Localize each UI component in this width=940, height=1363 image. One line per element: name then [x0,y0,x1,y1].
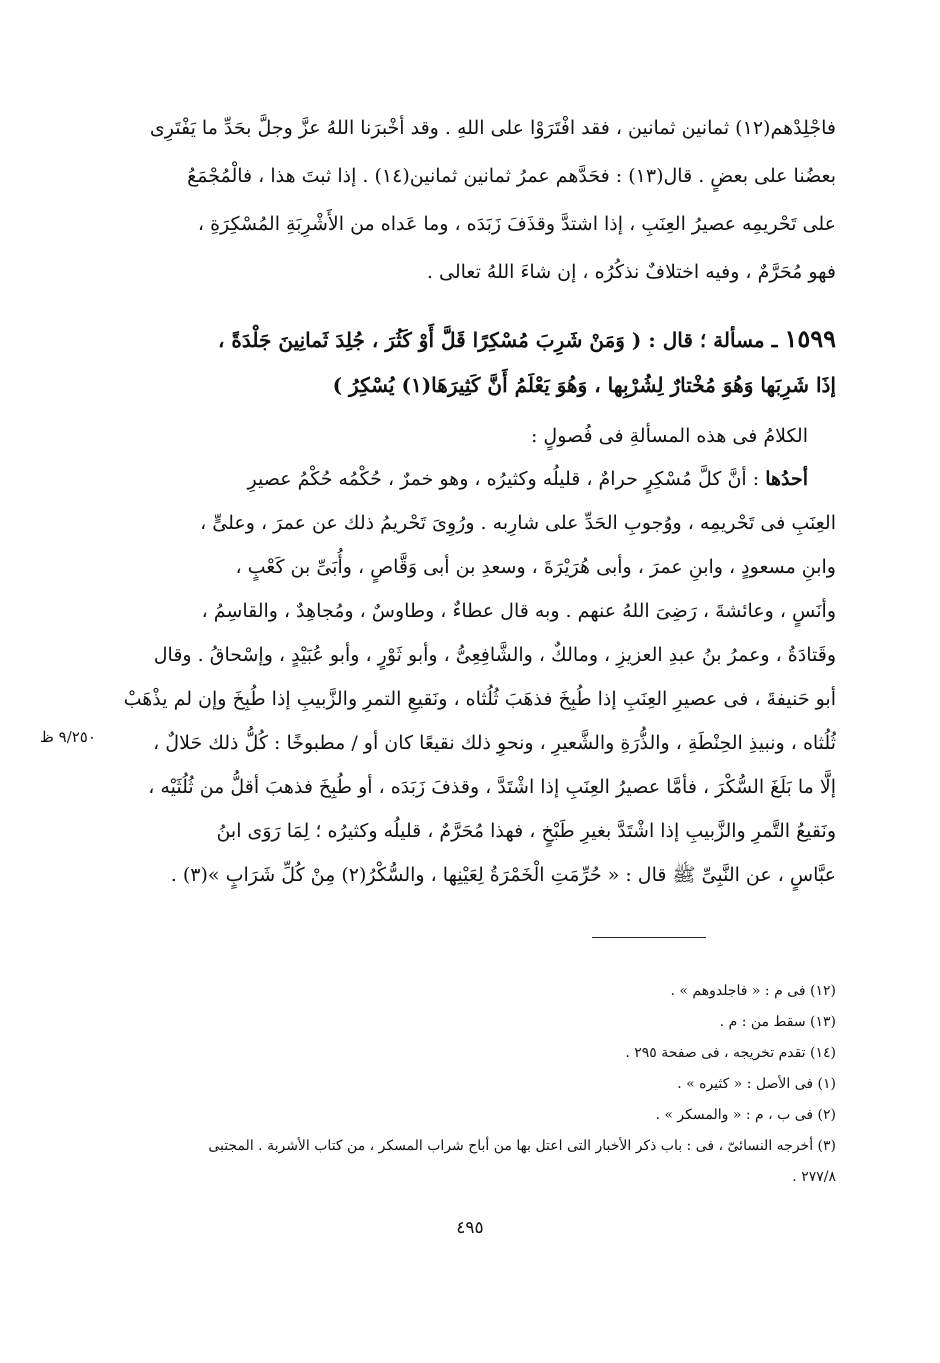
masala-text: ـ مسألة ؛ قال : ( وَمَنْ شَرِبَ مُسْكِرًا قَلَّ أَوْ كَثُرَ ، جُلِدَ ثَمانِينَ جَلْدَةً ، [218,328,778,352]
body-paragraph [106,457,836,897]
text-line: بعضُنا على بعضٍ . قال(١٣) : فحَدَّهم عمرُ ثمانين ثمانين(١٤) . إذا ثبتَ هذا ، فالْمُجْمَعُ [187,165,836,187]
footnote: (٣) أخرجه النسائىّ ، فى : باب ذكر الأخبار التى اعتل بها من أباح شراب المسكر ، من كتاب الأشربة . المجتبى [208,1138,836,1154]
intro-paragraph [106,104,836,296]
masala-heading [106,316,836,408]
footnotes [96,976,836,1193]
footnote: (١٣) سقط من : م . [719,1014,836,1030]
masala-number: ١٥٩٩ [784,324,836,353]
footnote: ٢٧٧/٨ . [792,1169,836,1185]
text-line: وأنَسٍ ، وعائشةَ ، رَضِىَ اللهُ عنهم . وبه قال عطاءٌ ، وطاوسٌ ، ومُجاهِدٌ ، والقاسِمُ ، [201,600,836,622]
masala-line: إذَا شَرِبَها وَهُوَ مُخْتارٌ لِشُرْبِها ، وَهُوَ يَعْلَمُ أَنَّ كَثِيرَهَا(١) يُسْكِرُ ) [332,373,836,397]
first-line-rest: : أنَّ كلَّ مُسْكِرٍ حرامٌ ، قليلُه وكثيرُه ، وهو خمرٌ ، حُكْمُه حُكْمُ عصيرِ [247,468,766,490]
text-line: فاجْلِدْهم(١٢) ثمانين ثمانين ، فقد افْتَرَوْا على اللهِ . وقد أخْبرَنا اللهُ عزَّ وجلَّ بحَدِّ ما يَفْتَرِى [149,117,836,139]
text-line: أبو حَنيفةَ ، فى عصيرِ العِنَبِ إذا طُبِخَ فذهَبَ ثُلُثاه ، ونَقيعِ التمرِ والزَّبيبِ إذا طُبِخَ وإن لم يذْهَبْ [123,688,836,710]
text-line: فهو مُحَرَّمٌ ، وفيه اختلافٌ نذكُرُه ، إن شاءَ اللهُ تعالى . [426,261,836,283]
text-line [106,457,836,501]
text-line: العِنَبِ فى تَحْريمِه ، ووُجوبِ الحَدِّ على شارِبه . ورُوِىَ تَحْريمُ ذلك عن عمرَ ، وعلىٍّ ، [200,512,836,534]
text-line: وقَتادَةُ ، وعمرُ بنُ عبدِ العزيزِ ، ومالكٌ ، والشَّافِعِىُّ ، وأبو ثَوْرٍ ، وأبو عُبَيْدٍ ، وإسْحاقُ . وقال [153,644,836,666]
first-word: أحدُها [765,468,808,490]
text-line: على تَحْريمِه عصيرُ العِنَبِ ، إذا اشتدَّ وقذَفَ زَبَدَه ، وما عَداه من الأَشْرِبَةِ المُسْكِرَةِ ، [197,213,836,235]
text-line: ثُلُثاه ، ونبيذِ الحِنْطَةِ ، والذُّرَةِ والشَّعيرِ ، ونحوِ ذلك نقيعًا كان أو / مطبوخًا : كُلُّ ذلك حَلالٌ ، [153,732,836,754]
text-line: وابنِ مسعودٍ ، وابنِ عمرَ ، وأبى هُرَيْرَةَ ، وسعدِ بن أبى وَقَّاصٍ ، وأُبَىِّ بن كَعْبٍ ، [235,556,836,578]
masala-line [106,316,836,362]
footnote: (١٢) فى م : « فاجلدوهم » . [670,983,836,999]
footnote: (٢) فى ب ، م : « والمسكر » . [655,1107,836,1123]
margin-folio-note: ٩/٢٥٠ ظ [40,728,96,746]
text-line: عبَّاسٍ ، عن النَّبِىِّ ﷺ قال : « حُرِّمَتِ الْخَمْرَةُ لِعَيْنِها ، والسُّكْرُ(٢) مِنْ كُلِّ شَرَابٍ »(٣) . [170,864,836,886]
footnote: (١) فى الأصل : « كثيره » . [677,1076,836,1092]
footnote-divider [592,937,706,938]
footnote: (١٤) تقدم تخريجه ، فى صفحة ٢٩٥ . [625,1045,836,1061]
section-intro [106,412,836,460]
text-line: ونَقيعُ التَّمرِ والزَّبيبِ إذا اشْتَدَّ بغيرِ طَبْخٍ ، فهذا مُحَرَّمٌ ، قليلُه وكثيرُه ؛ لِمَا رَوَى ابنُ [216,820,836,842]
text-line: الكلامُ فى هذه المسألةِ فى فُصولٍ : [530,425,808,447]
text-line: إلَّا ما بَلَغَ السُّكْرَ ، فأمَّا عصيرُ العِنَبِ إذا اشْتَدَّ ، وقذفَ زَبَدَه ، أو طُبِخَ فذهبَ أقلُّ من ثُلُثَيْه ، [148,776,836,798]
page-number: ٤٩٥ [456,1218,484,1238]
